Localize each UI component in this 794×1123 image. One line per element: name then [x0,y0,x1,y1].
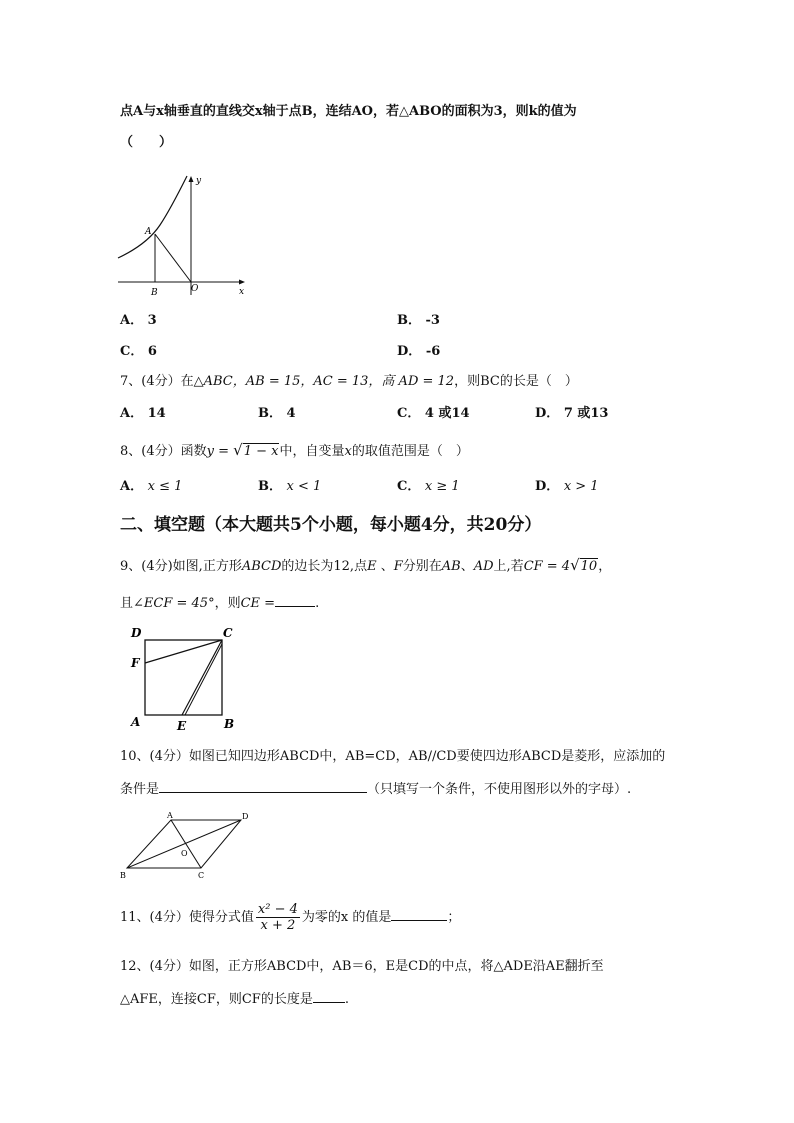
q9-answer-blank[interactable] [275,593,315,607]
q6-fig-label-B: B [151,288,158,298]
q6-option-b[interactable]: B． -3 [397,313,440,328]
q6-fig-label-O: O [191,284,199,294]
q9-fig-label-C: C [223,626,233,640]
q10-answer-blank[interactable] [159,779,367,793]
q10-figure [115,808,260,883]
q12-line2: △AFE，连接CF，则CF的长度是 . [120,989,349,1009]
q11-stem: 11、(4分）使得分式值 $\frac{\text{x² − 4}}{x + 2}$ 为零的x 的值是 ； [120,902,461,933]
q6-option-d[interactable]: D． -6 [397,344,441,359]
q9-fig-label-F: F [131,656,140,670]
q10-fig-label-A: A [167,811,173,820]
q12-answer-blank[interactable] [313,989,345,1003]
q10-fig-label-B: B [120,871,126,880]
q8-stem: 8、(4分）函数y = √1 − x中，自变量x的取值范围是（ ） [120,441,469,459]
q10-fig-label-O: O [181,849,188,858]
q9-line2: 且∠ECF = 45°，则CE = . [120,593,319,613]
q8-option-b[interactable]: B． x < 1 [258,479,322,494]
q9-fig-label-B: B [224,717,235,731]
q7-stem: 7、(4分）在△ABC，AB = 15，AC = 13，高 AD = 12，则BC的长是（ ） [120,374,578,389]
q9-fig-label-E: E [177,719,187,733]
q10-fig-label-D: D [242,812,249,821]
q7-option-b[interactable]: B． 4 [258,406,296,421]
q6-stem-line1: 点A与x轴垂直的直线交x轴于点B，连结AO，若△ABO的面积为3，则k的值为 [120,104,577,119]
q9-fig-label-A: A [131,715,141,729]
q7-option-a[interactable]: A． 14 [120,406,166,421]
q9-fig-label-D: D [131,626,142,640]
section-heading: 二、填空题（本大题共5个小题，每小题4分，共20分） [120,515,542,535]
q10-line2: 条件是 （只填写一个条件，不使用图形以外的字母）. [120,779,631,799]
q6-fig-label-x: x [239,287,245,297]
q6-fig-label-y: y [196,176,202,186]
q11-fraction: $\frac{\text{x² − 4}}{x + 2}$ [257,902,298,933]
q10-fig-label-C: C [198,871,205,880]
q6-option-a[interactable]: A． 3 [120,313,157,328]
q8-option-a[interactable]: A． x ≤ 1 [120,479,183,494]
q8-option-c[interactable]: C． x ≥ 1 [397,479,460,494]
q6-fig-label-A: A [145,227,152,237]
q9-figure [125,622,245,737]
q8-option-d[interactable]: D． x > 1 [535,479,599,494]
q6-figure [115,170,255,300]
q6-stem-line2: （ ） [120,135,173,150]
q11-answer-blank[interactable] [391,907,447,921]
q10-line1: 10、(4分）如图已知四边形ABCD中，AB=CD，AB//CD要使四边形ABCD是菱形，应添加的 [120,749,666,764]
q6-option-c[interactable]: C． 6 [120,344,157,359]
q9-line1: 9、(4分)如图,正方形ABCD的边长为12,点E 、F分别在AB、AD上,若CF = 4√10， [120,556,612,574]
q7-option-d[interactable]: D． 7 或13 [535,406,609,421]
q7-option-c[interactable]: C． 4 或14 [397,406,470,421]
q12-line1: 12、(4分）如图，正方形ABCD中，AB＝6，E是CD的中点，将△ADE沿AE翻折至 [120,959,604,974]
